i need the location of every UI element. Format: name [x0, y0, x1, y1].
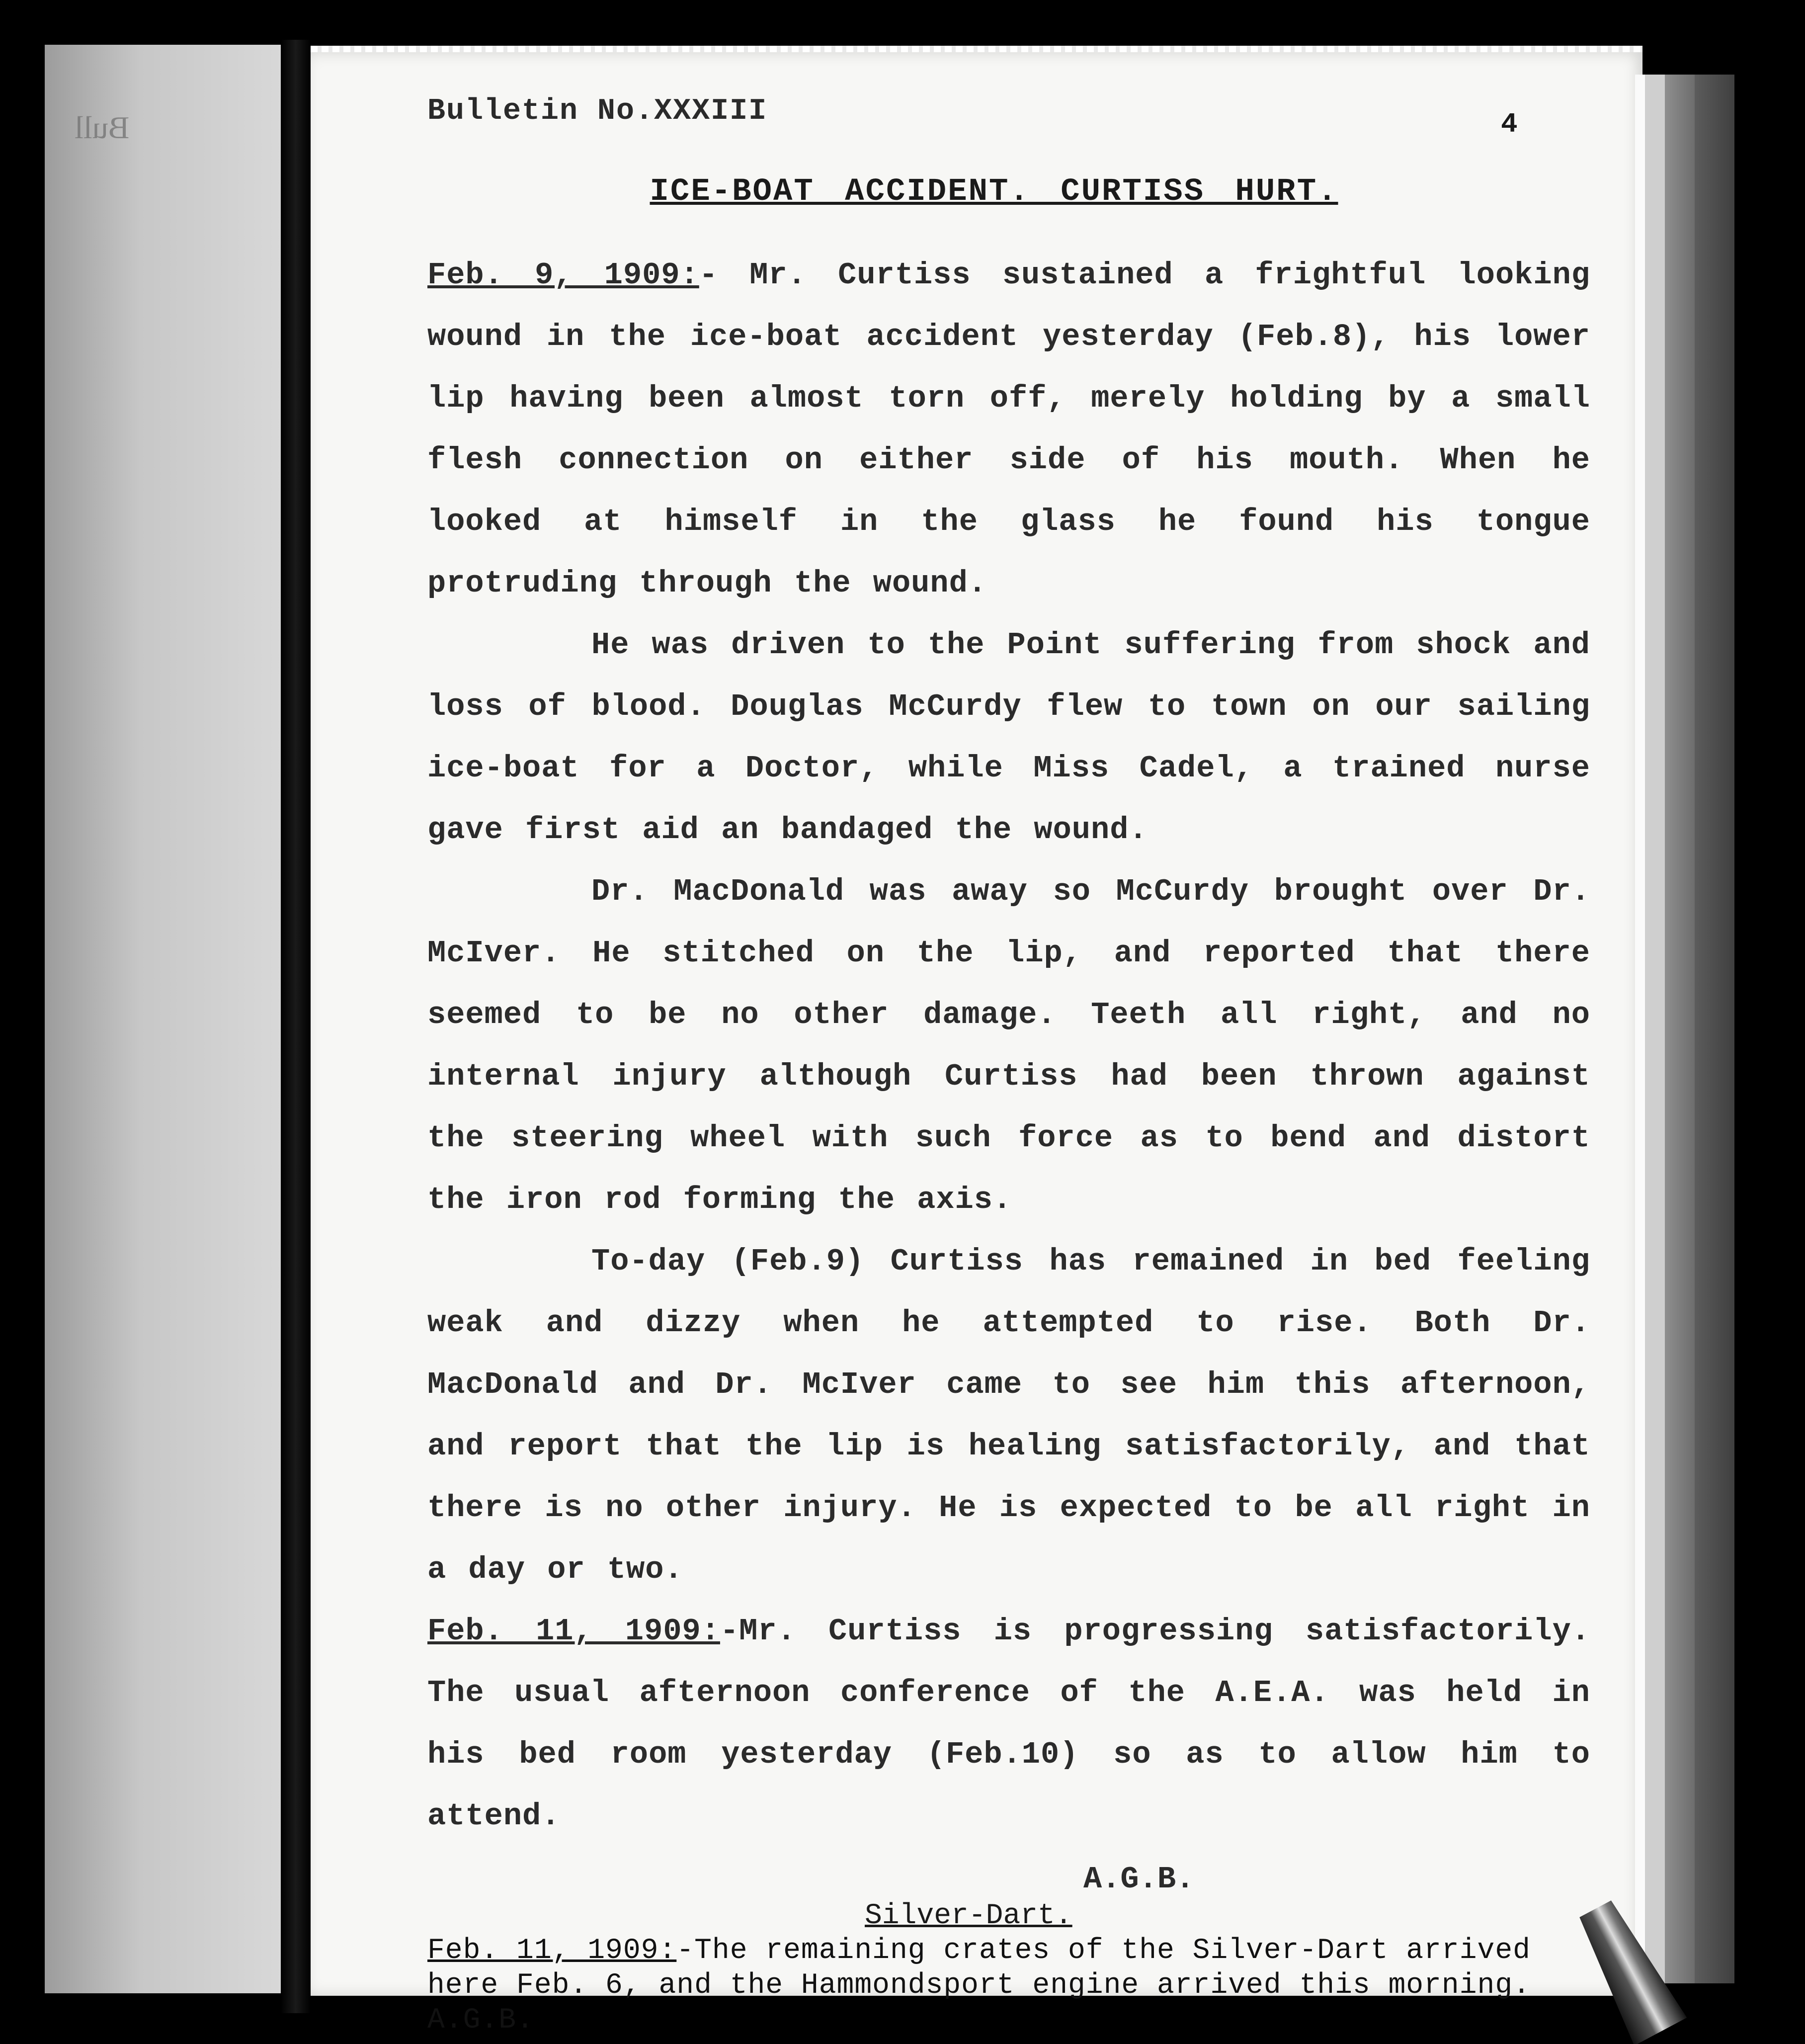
entry-date: Feb. 11, 1909: — [427, 1935, 677, 1967]
paragraph — [427, 1601, 1590, 1847]
page-edge — [1645, 75, 1665, 1983]
paragraph-text: -The remaining crates of the Silver-Dart arrived here Feb. 6, and the Hammondsport engine arrived this morning. A.G.B. — [427, 1935, 1531, 2037]
book-gutter — [281, 40, 311, 2013]
document-content — [427, 94, 1590, 2038]
silver-dart-heading: Silver-Dart. — [865, 1900, 1072, 1932]
facing-page-ghost-text: Bull — [75, 110, 130, 145]
paragraph-text: Dr. MacDonald was away so McCurdy brought over Dr. McIver. He stitched on the lip, and reported that there seemed to be no other damage. Teeth all right, and no internal injury although Curtiss had been thrown against the steering wheel with such force as to bend and distort the iron rod forming the axis. — [427, 874, 1590, 1217]
page-edge — [1665, 75, 1695, 1983]
page-edge — [1635, 75, 1645, 1983]
paragraph-text: To-day (Feb.9) Curtiss has remained in bed feeling weak and dizzy when he attempted to rise. Both Dr. MacDonald and Dr. McIver came to see him this afternoon, and report that the lip is healing satisfactorily, and that there is no other injury. He is expected to be all right in a day or two. — [427, 1244, 1590, 1587]
bulletin-number: Bulletin No.XXXIII — [427, 94, 768, 128]
page-header — [427, 94, 1590, 149]
page-number: 4 — [1501, 108, 1518, 140]
entry-date: Feb. 11, 1909: — [427, 1614, 720, 1649]
paragraph-text: -Mr. Curtiss is progressing satisfactorily. The usual afternoon conference of the A.E.A. was held in his bed room yesterday (Feb.10) so as to allow him to attend. — [427, 1614, 1590, 1834]
silver-dart-paragraph — [427, 1934, 1590, 2038]
entry-date: Feb. 9, 1909: — [427, 257, 699, 293]
paragraph — [427, 861, 1590, 1231]
facing-page-edge — [45, 45, 283, 1993]
paragraph — [427, 614, 1590, 861]
paragraph — [427, 1231, 1590, 1601]
paragraph-text: He was driven to the Point suffering from shock and loss of blood. Douglas McCurdy flew to town on our sailing ice-boat for a Doctor, while Miss Cadel, a trained nurse gave first aid an bandaged the wound. — [427, 627, 1590, 848]
signature: A.G.B. — [1083, 1862, 1195, 1897]
paragraph-text: - Mr. Curtiss sustained a frightful looking wound in the ice-boat accident yesterday (Feb.8), his lower lip having been almost torn off, merely holding by a small flesh connection on either side of his mouth. When he looked at himself in the glass he found his tongue protruding through the wound. — [427, 257, 1590, 601]
paragraph — [427, 245, 1590, 614]
book-cover-edge — [1695, 75, 1734, 1983]
article-title: ICE-BOAT ACCIDENT. CURTISS HURT. — [650, 174, 1338, 210]
